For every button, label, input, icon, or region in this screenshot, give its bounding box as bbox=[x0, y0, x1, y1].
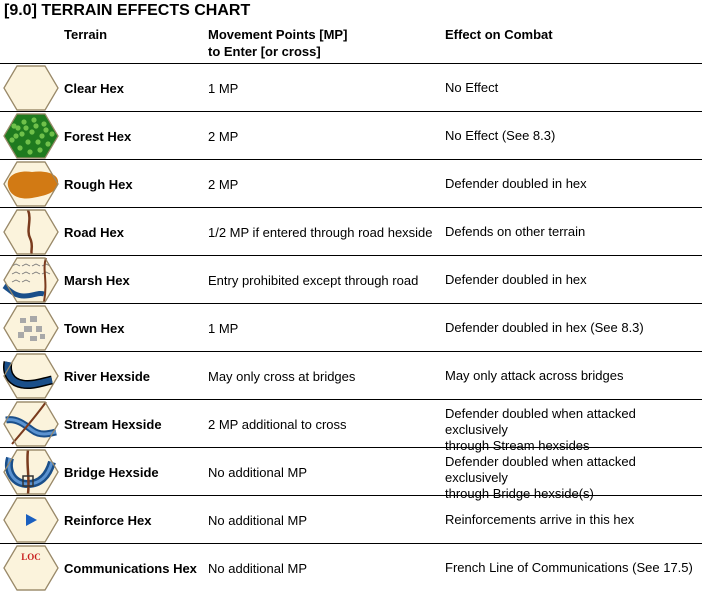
movement-cost: 2 MP additional to cross bbox=[208, 416, 347, 432]
table-row bbox=[0, 63, 702, 112]
table-row bbox=[0, 543, 702, 592]
movement-cost: May only cross at bridges bbox=[208, 368, 356, 384]
combat-effect-line1: May only attack across bridges bbox=[445, 368, 624, 383]
combat-effect-line1: Defender doubled when attacked exclusively bbox=[445, 406, 636, 437]
table-row bbox=[0, 159, 702, 208]
table-row bbox=[0, 255, 702, 304]
combat-effect bbox=[445, 160, 702, 208]
movement-cost: No additional MP bbox=[208, 464, 307, 480]
table-row bbox=[0, 399, 702, 453]
forest-hex-icon bbox=[2, 112, 60, 160]
combat-effect-line1: Reinforcements arrive in this hex bbox=[445, 512, 635, 527]
movement-cost: 1 MP bbox=[208, 80, 239, 96]
combat-effect bbox=[445, 496, 702, 544]
terrain-name: Rough Hex bbox=[64, 176, 133, 192]
combat-effect bbox=[445, 112, 702, 160]
combat-effect bbox=[445, 544, 702, 592]
table-row bbox=[0, 447, 702, 501]
terrain-name: Stream Hexside bbox=[64, 416, 162, 432]
table-row bbox=[0, 495, 702, 544]
terrain-name: Marsh Hex bbox=[64, 272, 130, 288]
combat-effect bbox=[445, 304, 702, 352]
combat-effect bbox=[445, 208, 702, 256]
movement-cost: Entry prohibited except through road bbox=[208, 272, 419, 288]
combat-effect bbox=[445, 448, 702, 501]
combat-effect-line1: Defender doubled in hex bbox=[445, 272, 587, 287]
combat-effect-line1: Defender doubled in hex bbox=[445, 176, 587, 191]
movement-cost: 1 MP bbox=[208, 320, 239, 336]
movement-cost: 1/2 MP if entered through road hexside bbox=[208, 224, 433, 240]
header-movement-line1: Movement Points [MP] bbox=[208, 27, 348, 42]
combat-effect-line1: Defender doubled in hex (See 8.3) bbox=[445, 320, 644, 335]
combat-effect bbox=[445, 400, 702, 453]
header-terrain: Terrain bbox=[64, 27, 108, 42]
rough-hex-icon bbox=[2, 160, 60, 208]
terrain-name: Communications Hex bbox=[64, 560, 197, 576]
combat-effect-line1: Defender doubled when attacked exclusively bbox=[445, 454, 636, 485]
combat-effect-line1: No Effect (See 8.3) bbox=[445, 128, 556, 143]
header-movement-line2: to Enter [or cross] bbox=[208, 44, 321, 59]
header-effect: Effect on Combat bbox=[445, 27, 553, 42]
terrain-name: Town Hex bbox=[64, 320, 125, 336]
table-row bbox=[0, 351, 702, 400]
bridge-hexside-icon bbox=[2, 448, 60, 496]
stream-hexside-icon bbox=[2, 400, 60, 448]
table-row bbox=[0, 111, 702, 160]
combat-effect-line1: Defends on other terrain bbox=[445, 224, 586, 239]
combat-effect bbox=[445, 64, 702, 112]
movement-cost: 2 MP bbox=[208, 128, 239, 144]
loc-label: LOC bbox=[21, 552, 41, 562]
terrain-name: Bridge Hexside bbox=[64, 464, 159, 480]
combat-effect-line1: French Line of Communications (See 17.5) bbox=[445, 560, 693, 575]
communications-hex-icon bbox=[2, 544, 60, 592]
movement-cost: 2 MP bbox=[208, 176, 239, 192]
terrain-name: River Hexside bbox=[64, 368, 150, 384]
table-row bbox=[0, 207, 702, 256]
movement-cost: No additional MP bbox=[208, 512, 307, 528]
combat-effect-line2: through Bridge hexside(s) bbox=[445, 486, 594, 501]
chart-title: [9.0] TERRAIN EFFECTS CHART bbox=[4, 2, 251, 19]
terrain-name: Clear Hex bbox=[64, 80, 124, 96]
reinforce-hex-icon bbox=[2, 496, 60, 544]
movement-cost: No additional MP bbox=[208, 560, 307, 576]
terrain-name: Reinforce Hex bbox=[64, 512, 152, 528]
combat-effect bbox=[445, 352, 702, 400]
table-row bbox=[0, 303, 702, 352]
town-hex-icon bbox=[2, 304, 60, 352]
river-hexside-icon bbox=[2, 352, 60, 400]
combat-effect-line2: through Stream hexsides bbox=[445, 438, 590, 453]
clear-hex-icon bbox=[2, 64, 60, 112]
combat-effect bbox=[445, 256, 702, 304]
marsh-hex-icon bbox=[2, 256, 60, 304]
terrain-name: Road Hex bbox=[64, 224, 124, 240]
road-hex-icon bbox=[2, 208, 60, 256]
header-movement bbox=[208, 26, 347, 60]
combat-effect-line1: No Effect bbox=[445, 80, 499, 95]
terrain-name: Forest Hex bbox=[64, 128, 132, 144]
